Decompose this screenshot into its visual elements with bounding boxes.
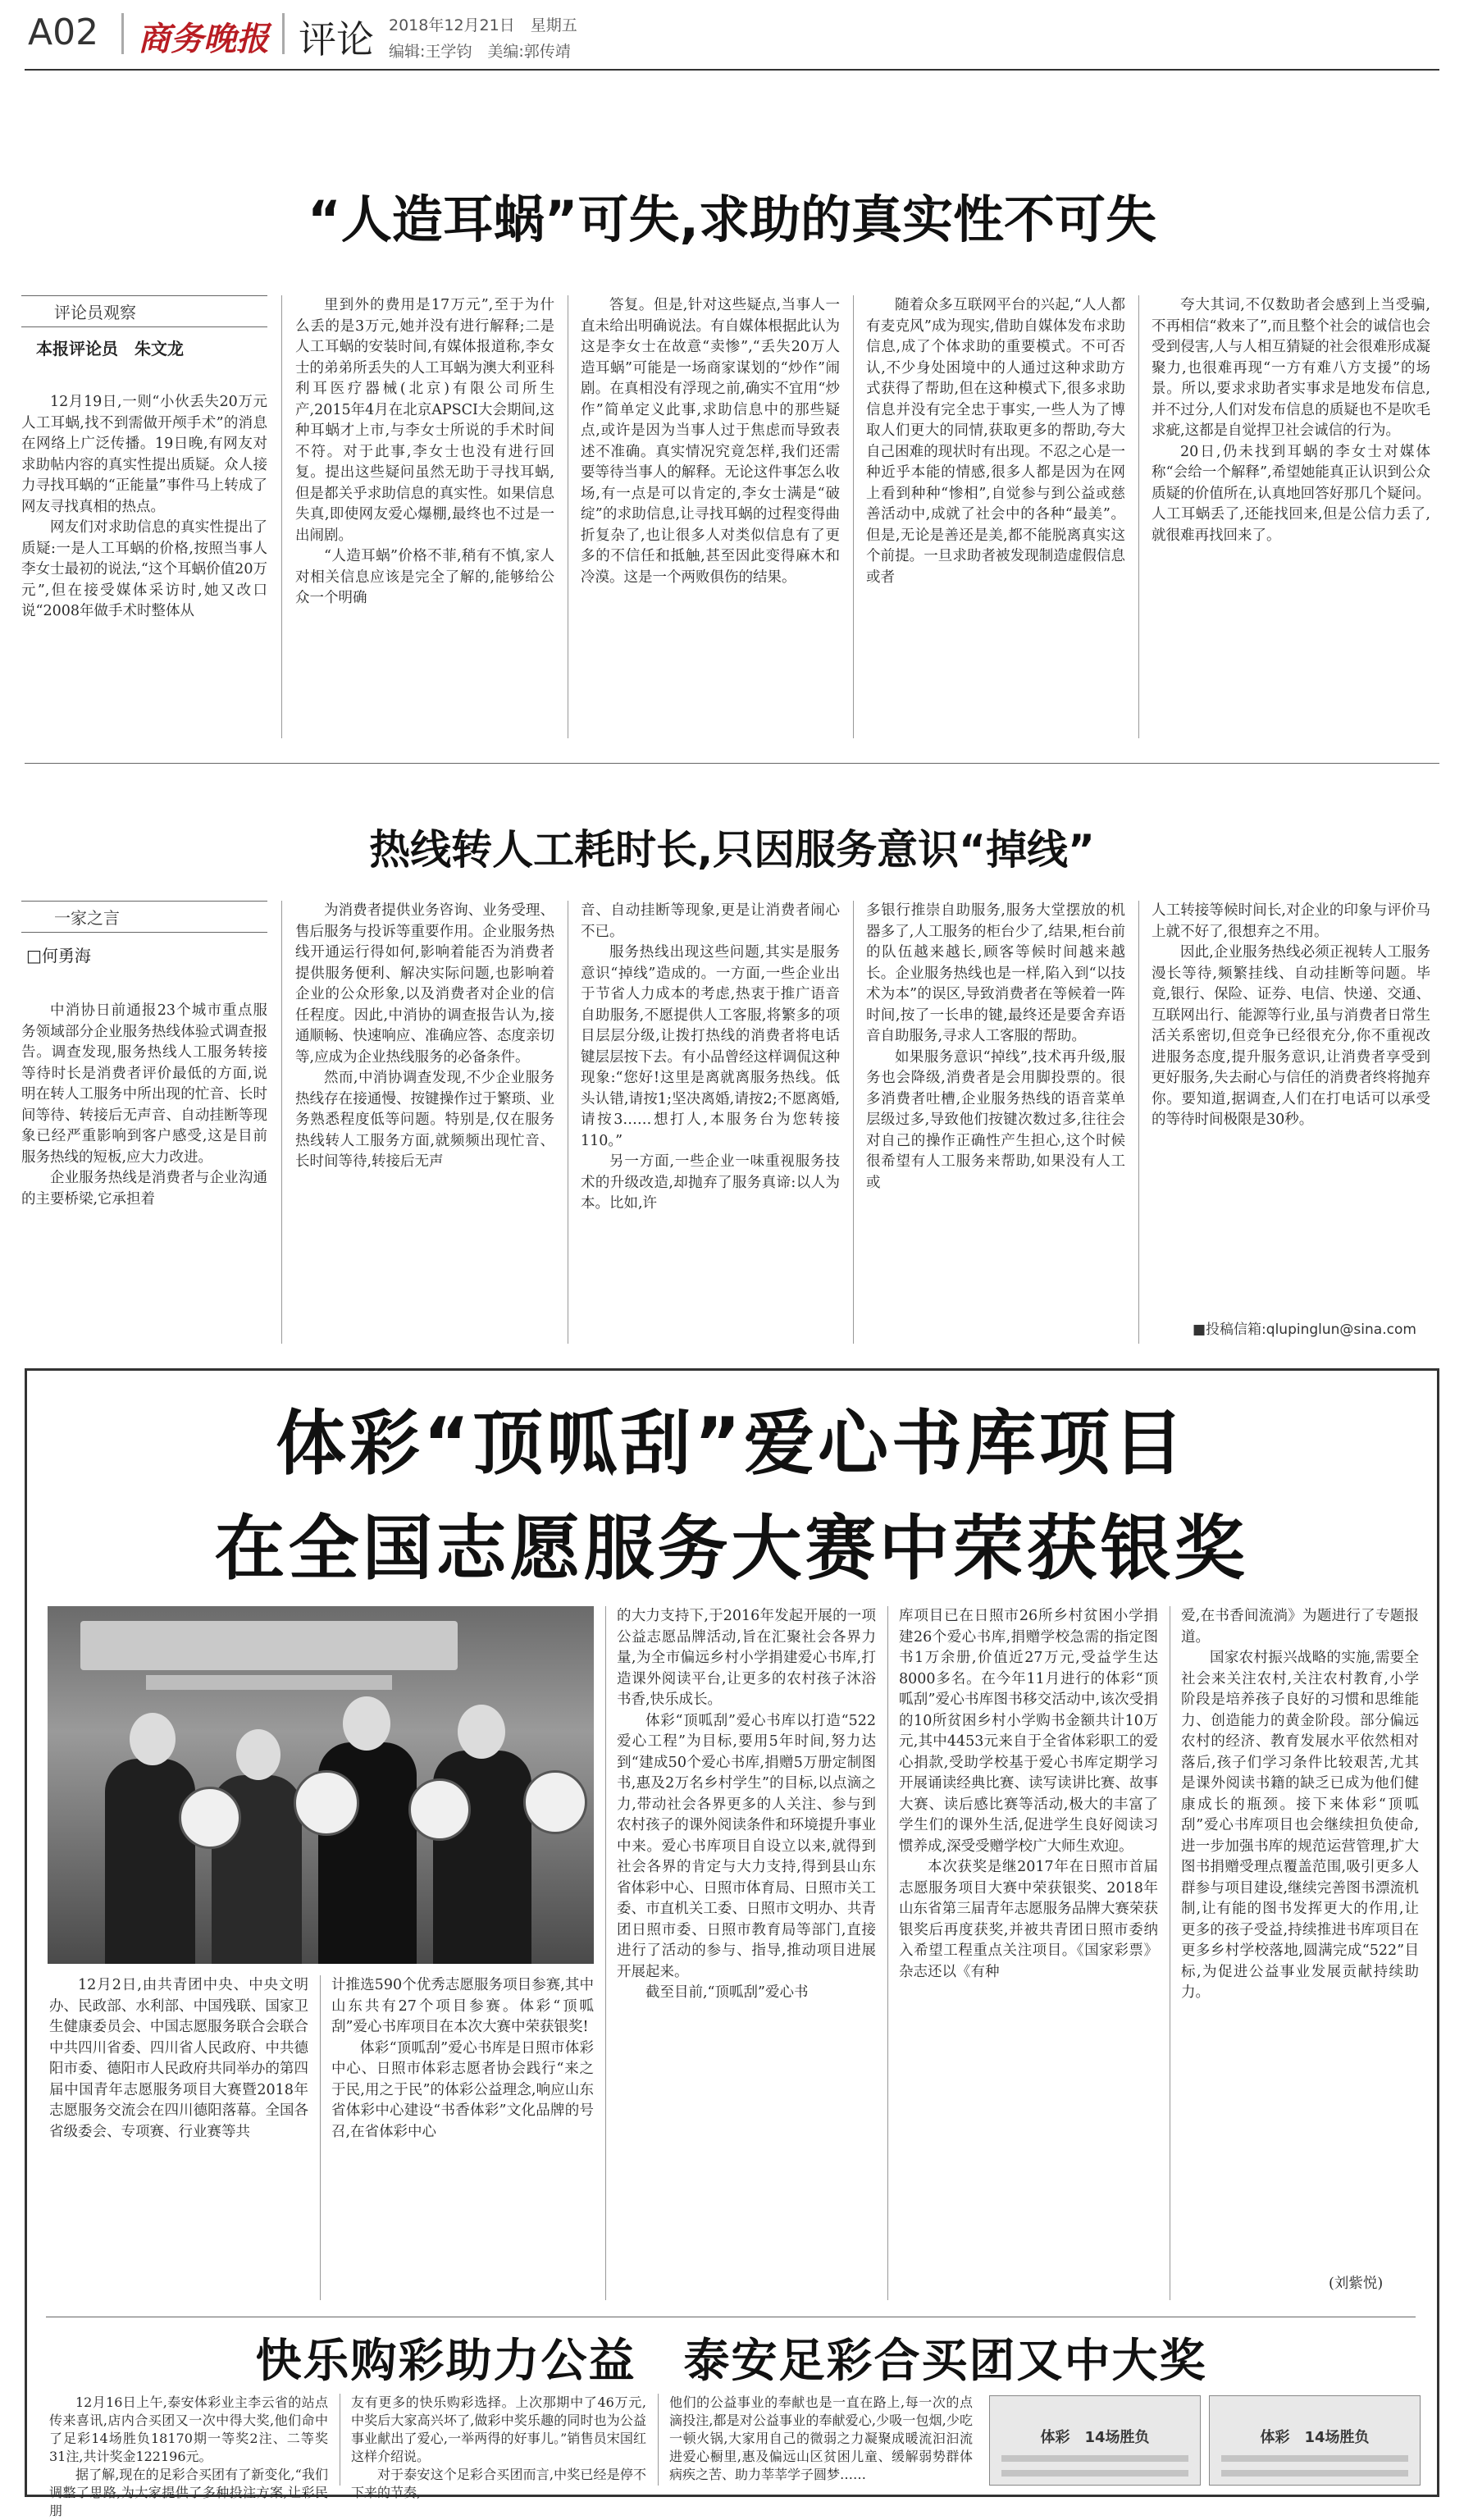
- paragraph: 然而,中消协调查发现,不少企业服务热线存在接通慢、按键操作过于繁琐、业务熟悉程度低等问题。特别是,仅在服务热线转人工服务方面,就频频出现忙音、长时间等待,转接后无声: [295, 1070, 554, 1170]
- article1-column-3: [581, 295, 840, 738]
- column-divider: [1138, 295, 1139, 738]
- article3-column-3: [617, 1606, 876, 2300]
- article4-column-3: [669, 2394, 973, 2486]
- column-divider: [320, 1975, 321, 2300]
- article3-author: (刘紫悦): [1329, 2276, 1384, 2292]
- paragraph: 另一方面,一些企业一味重视服务技术的升级改造,却抛弃了服务真谛:以人为本。比如,许: [581, 1153, 840, 1212]
- paragraph: 答复。但是,针对这些疑点,当事人一直未给出明确说法。有自媒体根据此认为这是李女士在故意“卖惨”,“丢失20万人造耳蜗”可能是一场商家谋划的“炒作”闹剧。在真相没有浮现之前,确实不宜用“炒作”简单定义此事,求助信息中的那些疑点,或许是因为当事人过于焦虑而导致表述不准确。真实情况究竟怎样,我们还需要等待当事人的解释。无论这件事怎么收场,有一点是可以肯定的,李女士满是“破绽”的求助信息,让寻找耳蜗的过程变得曲折复杂了,也让很多人对类似信息有了更多的不信任和抵触,甚至因此变得麻木和冷漠。这是一个两败俱伤的结果。: [581, 297, 840, 586]
- article1-column-1: [21, 392, 267, 737]
- paragraph: 他们的公益事业的奉献也是一直在路上,每一次的点滴投注,都是对公益事业的奉献爱心,少吸一包烟,少吃一顿火锅,大家用自己的微弱之力凝聚成暖流汩汩流进爱心橱里,惠及偏远山区贫困儿童、缓解弱势群体病疾之苦、助力莘莘学子圆梦……: [669, 2394, 973, 2482]
- column-divider: [605, 1606, 606, 2300]
- paragraph: 12月19日,一则“小伙丢失20万元人工耳蜗,找不到需做开颅手术”的消息在网络上广泛传播。19日晚,有网友对求助帖内容的真实性提出质疑。众人接力寻找耳蜗的“正能量”事件马上转成了网友寻找真相的热点。: [21, 394, 267, 515]
- paragraph: 因此,企业服务热线必须正视转人工服务漫长等待,频繁挂线、自动挂断等问题。毕竟,银行、保险、证券、电信、快递、交通、互联网出行、能源等行业,虽与消费者日常生活关系密切,但竞争已经很充分,你不重视改进服务态度,提升服务意识,让消费者享受到更好服务,失去耐心与信任的消费者终将抛弃你。要知道,据调查,人们在打电话可以承受的等待时间极限是30秒。: [1152, 944, 1430, 1128]
- paragraph: 计推选590个优秀志愿服务项目参赛,其中山东共有27个项目参赛。体彩“顶呱刮”爱心书库项目在本次大赛中荣获银奖!: [331, 1977, 594, 2035]
- article3-column-4: [899, 1606, 1158, 2300]
- paragraph: 人工转接等候时间长,对企业的印象与评价马上就不好了,很想弃之不用。: [1152, 902, 1430, 940]
- article2-column-5: [1152, 901, 1430, 1311]
- paragraph: 为消费者提供业务咨询、业务受理、售后服务与投诉等重要作用。企业服务热线开通运行得如何,影响着能否为消费者提供服务便利、解决实际问题,也影响着企业的公众形象,以及消费者对企业的信任程度。因此,中消协的调查报告认为,接通顺畅、快速响应、准确应答、态度亲切等,应成为企业热线服务的必备条件。: [295, 902, 554, 1066]
- article3-column-2: [331, 1975, 594, 2300]
- paragraph: 企业服务热线是消费者与企业沟通的主要桥梁,它承担着: [21, 1170, 267, 1208]
- article1-headline: “人造耳蜗”可失,求助的真实性不可失: [307, 189, 1157, 249]
- paragraph: 体彩“顶呱刮”爱心书库以打造“522爱心工程”为目标,要用5年时间,努力达到“建成50个爱心书库,捐赠5万册定制图书,惠及2万名乡村学生”的目标,以点滴之力,带动社会各界更多的人关注、参与到农村孩子的课外阅读条件和环境提升事业中来。爱心书库项目自设立以来,就得到社会各界的肯定与大力支持,得到县山东省体彩中心、日照市体育局、日照市关工委、市直机关工委、日照市文明办、共青团日照市委、日照市教育局等部门,直接进行了活动的参与、指导,推动项目进展开展起来。: [617, 1712, 876, 1980]
- article1-column-4: [866, 295, 1125, 738]
- article2-column-4: [866, 901, 1125, 1344]
- page-number: A02: [28, 11, 99, 53]
- article4-column-2: [351, 2394, 646, 2500]
- editor-credits: 编辑:王学钧 美编:郭传靖: [389, 43, 571, 61]
- article1-column-5: [1152, 295, 1430, 738]
- paragraph: 服务热线出现这些问题,其实是服务意识“掉线”造成的。一方面,一些企业出于节省人力成本的考虑,热衷于推广语音自助服务,不愿提供人工客服,将繁多的项目层层分级,让拨打热线的消费者将电话键层层按下去。有小品曾经这样调侃这种现象:“您好!这里是离就离服务热线。低头认错,请按1;坚决离婚,请按2;不愿离婚,请按3……想打人,本服务台为您转接110。”: [581, 944, 840, 1149]
- column-divider: [853, 295, 854, 738]
- article1-kicker: 评论员观察: [54, 303, 136, 322]
- paragraph: 本次获奖是继2017年在日照市首届志愿服务项目大赛中荣获银奖、2018年山东省第三届青年志愿服务品牌大赛荣获银奖后再度获奖,并被共青团日照市委纳入希望工程重点关注项目。《国家彩票》杂志还以《有种: [899, 1859, 1158, 1980]
- column-divider: [281, 295, 282, 738]
- paragraph: 12月2日,由共青团中央、中央文明办、民政部、水利部、中国残联、国家卫生健康委员会、中国志愿服务联合会联合中共四川省委、四川省人民政府、中共德阳市委、德阳市人民政府共同举办的第四届中国青年志愿服务项目大赛暨2018年志愿服务交流会在四川德阳落幕。全国各省级委会、专项赛、行业赛等共: [49, 1977, 308, 2140]
- column-divider: [1138, 901, 1139, 1344]
- ticket-title: 体彩 14场胜负: [1040, 2429, 1150, 2446]
- paragraph: 对于泰安这个足彩合买团而言,中奖已经是停不下来的节奏,: [351, 2467, 646, 2500]
- masthead-rule: [25, 69, 1439, 71]
- column-divider: [887, 1606, 888, 2300]
- article3-title-line1: 体彩“顶呱刮”爱心书库项目: [275, 1403, 1188, 1485]
- paragraph: 20日,仍未找到耳蜗的李女士对媒体称“会给一个解释”,希望她能真正认识到公众质疑的价值所在,认真地回答好那几个疑问。人工耳蜗丢了,还能找回来,但是公信力丢了,就很难再找回来了。: [1152, 443, 1430, 544]
- volunteer-award-photo: [48, 1606, 594, 1964]
- paragraph: 如果服务意识“掉线”,技术再升级,服务也会降级,消费者是会用脚投票的。很多消费者吐槽,企业服务热线的语音菜单层级过多,导致他们按键次数过多,往往会对自己的操作正确性产生担心,这个时候很希望有人工服务来帮助,如果没有人工或: [866, 1048, 1125, 1191]
- paragraph: 国家农村振兴战略的实施,需要全社会来关注农村,关注农村教育,小学阶段是培养孩子良好的习惯和思维能力、创造能力的黄金阶段。部分偏远农村的经济、教育发展水平依然相对落后,孩子们学习条件比较艰苦,尤其是课外阅读书籍的缺乏已成为他们健康成长的瓶颈。接下来体彩“顶呱刮”爱心书库项目也会继续担负使命,进一步加强书库的规范运营管理,扩大图书捐赠受理点覆盖范围,吸引更多人群参与项目建设,继续完善图书漂流机制,让有能的图书发挥更大的作用,让更多的孩子受益,持续推进书库项目在更多乡村学校落地,圆满完成“522”目标,为促进公益事业发展贡献持续助力。: [1181, 1650, 1419, 2001]
- paragraph: 体彩“顶呱刮”爱心书库是日照市体彩中心、日照市体彩志愿者协会践行“来之于民,用之于民”的体彩公益理念,响应山东省体彩中心建设“书香体彩”文化品牌的号召,在省体彩中心: [331, 2039, 594, 2140]
- paragraph: 随着众多互联网平台的兴起,“人人都有麦克风”成为现实,借助自媒体发布求助信息,成了个体求助的重要模式。不可否认,不少身处困境中的人通过这种求助方式获得了帮助,但在这种模式下,很多求助信息并没有完全忠于事实,一些人为了博取人们更大的同情,获取更多的帮助,夸大自己困难的现状时有出现。不忍之心是一种近乎本能的情感,很多人都是因为在网上看到种种“惨相”,自觉参与到公益或慈善活动中,成就了社会中的各种“最美”。但是,无论是善还是美,都不能脱离真实这个前提。一旦求助者被发现制造虚假信息或者: [866, 297, 1125, 586]
- masthead-divider: [121, 13, 124, 54]
- paragraph: 音、自动挂断等现象,更是让消费者闹心不已。: [581, 902, 840, 940]
- paragraph: 多银行推崇自助服务,服务大堂摆放的机器多了,人工服务的柜台少了,结果,柜台前的队伍越来越长,顾客等候时间越来越长。企业服务热线也是一样,陷入到“以技术为本”的误区,导致消费者在等候着一阵时间,按了一长串的键,最终还是要舍弃语音自助服务,寻求人工客服的帮助。: [866, 902, 1125, 1044]
- article4-headline: 快乐购彩助力公益 泰安足彩合买团又中大奖: [255, 2335, 1207, 2388]
- section-rule: [25, 763, 1439, 764]
- paragraph: 夸大其词,不仅数助者会感到上当受骗,不再相信“救来了”,而且整个社会的诚信也会受到侵害,人与人相互猜疑的社会很难形成凝聚力,也很难再现“一方有难八方支援”的场景。所以,要求求助者实事求是地发布信息,并不过分,人们对发布信息的质疑也不是吹毛求疵,这都是自觉捍卫社会诚信的行为。: [1152, 297, 1430, 439]
- article3-column-5: [1181, 1606, 1419, 2262]
- article3-column-1: [49, 1975, 308, 2300]
- article2-column-2: [295, 901, 554, 1344]
- paragraph: 友有更多的快乐购彩选择。上次那期中了46万元,中奖后大家高兴坏了,做彩中奖乐趣的同时也为公益事业献出了爱心,一举两得的好事儿。”销售员宋国红这样介绍说。: [351, 2394, 646, 2464]
- issue-date: 2018年12月21日 星期五: [389, 16, 577, 34]
- paragraph: 中消协日前通报23个城市重点服务领域部分企业服务热线体验式调查报告。调查发现,服务热线人工服务转接等待时长是消费者评价最低的方面,说明在转人工服务中所出现的忙音、长时间等待、转接后无声音、自动挂断等现象已经严重影响到客户感受,这是目前服务热线的短板,应大力改进。: [21, 1002, 267, 1166]
- column-divider: [853, 901, 854, 1344]
- article2-column-1: [21, 1001, 267, 1345]
- paragraph: 截至目前,“顶呱刮”爱心书: [645, 1984, 809, 2001]
- article2-column-3: [581, 901, 840, 1344]
- lottery-ticket-image: [1209, 2395, 1421, 2486]
- paragraph: 12月16日上午,泰安体彩业主李云省的站点传来喜讯,店内合买团又一次中得大奖,他们命中了足彩14场胜负18170期一等奖2注、二等奖31注,共计奖金122196元。: [49, 2394, 328, 2464]
- article2-column-header: [21, 901, 267, 966]
- article4-column-1: [49, 2394, 328, 2518]
- paragraph: 据了解,现在的足彩合买团有了新变化,“我们调整了思路,为大家提供了多种投注方案,让彩民朋: [49, 2467, 328, 2518]
- paragraph: “人造耳蜗”价格不菲,稍有不慎,家人对相关信息应该是完全了解的,能够给公众一个明确: [295, 548, 554, 606]
- article3-title-line2: 在全国志愿服务大赛中荣获银奖: [214, 1508, 1248, 1590]
- article2-kicker: 一家之言: [54, 908, 120, 928]
- masthead: [0, 0, 1464, 67]
- paragraph: 库项目已在日照市26所乡村贫困小学捐建26个爱心书库,捐赠学校急需的指定图书1万余册,价值近27万元,受益学生达8000多名。在今年11月进行的体彩“顶呱刮”爱心书库图书移交活动中,该次受捐的10所贫困乡村小学购书金额共计10万元,其中4453元来自于全省体彩职工的爱心捐款,受助学校基于爱心书库定期学习开展诵读经典比赛、读写读讲比赛、故事大赛、读后感比赛等活动,极大的丰富了学生们的课外生活,促进学生良好阅读习惯养成,深受受赠学校广大师生欢迎。: [899, 1608, 1158, 1855]
- paragraph: 网友们对求助信息的真实性提出了质疑:一是人工耳蜗的价格,按照当事人李女士最初的说法,“这个耳蜗价值20万元”,但在接受媒体采访时,她又改口说“2008年做手术时整体从: [21, 519, 267, 619]
- article2-headline: 热线转人工耗时长,只因服务意识“掉线”: [369, 826, 1095, 874]
- paragraph: 爱,在书香间流淌》为题进行了专题报道。: [1181, 1608, 1419, 1646]
- column-divider: [281, 901, 282, 1344]
- submission-email: ■投稿信箱:qlupinglun@sina.com: [1193, 1322, 1416, 1338]
- article2-byline: □何勇海: [26, 946, 91, 966]
- article1-column-header: [21, 295, 267, 359]
- article1-column-2: [295, 295, 554, 738]
- masthead-divider: [282, 13, 285, 54]
- paragraph: 里到外的费用是17万元”,至于为什么丢的是3万元,她并没有进行解释;二是人工耳蜗的安装时间,有媒体报道称,李女士的弟弟所丢失的人工耳蜗为澳大利亚科利耳医疗器械(北京)有限公司所生产,2015年4月在北京APSCI大会期间,这种耳蜗才上市,与李女士所说的手术时间不符。对于此事,李女士也没有进行回复。提出这些疑问虽然无助于寻找耳蜗,但是都关乎求助信息的真实性。如果信息失真,即使网友爱心爆棚,最终也不过是一出闹剧。: [295, 297, 554, 544]
- ticket-title: 体彩 14场胜负: [1260, 2429, 1370, 2446]
- article1-byline: 本报评论员 朱文龙: [36, 339, 184, 358]
- column-divider: [658, 2394, 659, 2486]
- lottery-ticket-image: [989, 2395, 1201, 2486]
- paragraph: 的大力支持下,于2016年发起开展的一项公益志愿品牌活动,旨在汇聚社会各界力量,为全市偏远乡村小学捐建爱心书库,打造课外阅读平台,让更多的农村孩子沐浴书香,快乐成长。: [617, 1608, 876, 1708]
- newspaper-logo: 商务晚报: [138, 20, 269, 58]
- section-name: 评论: [299, 17, 374, 62]
